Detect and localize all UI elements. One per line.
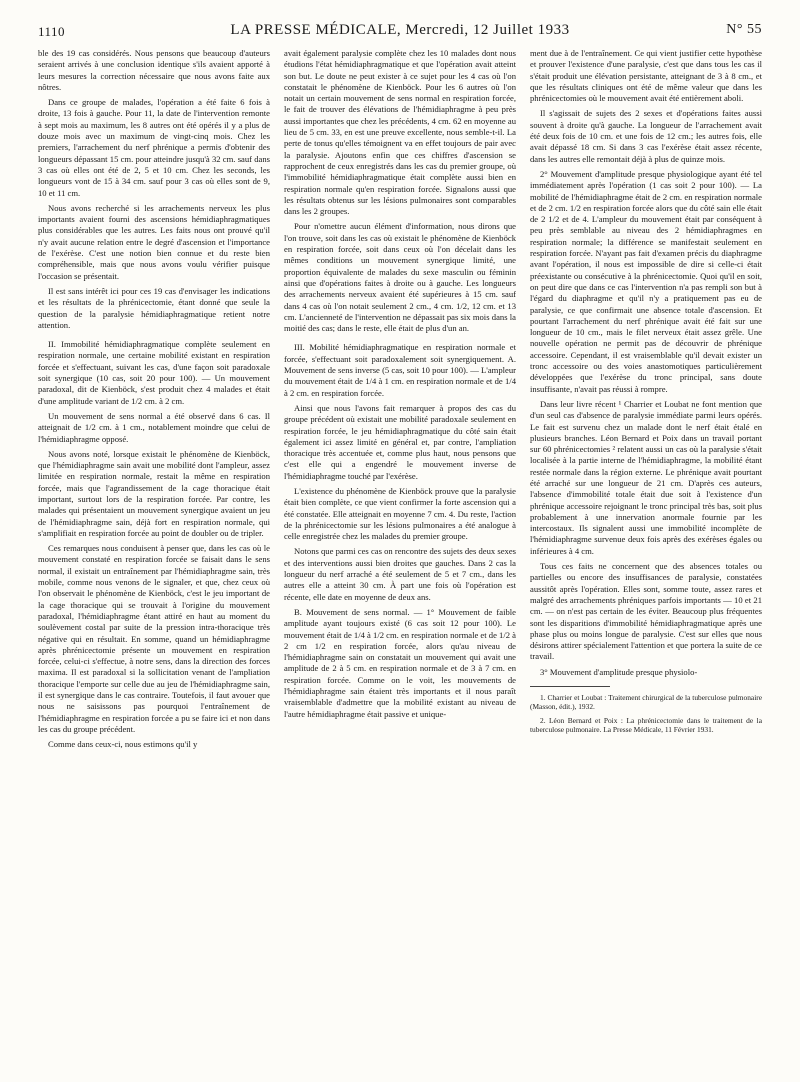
paragraph: Il s'agissait de sujets des 2 sexes et d'opérations faites aussi souvent à droite qu'à gauche. La longueur de l'arrachement avait été deux fois de 10 cm. et une fois de 12 cm.; les autres fois, elle avait dépassé 18 cm. Si dans 3 cas l'exérèse était assez récente, dans les autres elle remontait déjà à plus de quinze mois. xyxy=(530,108,762,164)
paragraph: II. Immobilité hémidiaphragmatique complète seulement en respiration normale, une certaine mobilité existant en respiration forcée et s'effectuant, suivant les cas, d'une façon soit paradoxale soit synergique (10 cas, soit 20 pour 100). — Un mouvement paradoxal, dit de Kienböck, s'est produit chez 4 malades et était d'une amplitude variant de 1/2 cm. à 2 cm. xyxy=(38,339,270,406)
paragraph: III. Mobilité hémidiaphragmatique en respiration normale et forcée, s'effectuant soit paradoxalement soit synergiquement. A. Mouvement de sens inverse (5 cas, soit 10 pour 100). — L'ampleur du mouvement était de 1/4 à 1 cm. en respiration normale et de 1/4 à 2 cm. en respiration forcée. xyxy=(284,342,516,398)
paragraph: 2° Mouvement d'amplitude presque physiologique ayant été tel immédiatement après l'opération (1 cas soit 2 pour 100). — La mobilité de l'hémidiaphragme était de 2 cm. en respiration normale et de 2 cm. 1/2 en respiration forcée alors que du côté sain elle était de 2 1/2 et de 4. L'ampleur du mouvement était par conséquent à peu près semblable au niveau des 2 hémidiaphragmes en respiration normale; la différence se manifestait seulement en respiration forcée. N'ayant pas fait d'examen précis du diaphragme avant l'opération, il nous est impossible de dire si celle-ci était préexistante ou consécutive à la phrénicectomie. Quoi qu'il en soit, on peut dire que dans ce cas l'intervention n'a pas rempli son but à l'égard du diaphragme et qu'il n'y a pratiquement pas eu de paralysie, ce que confirmait une absence totale d'ascension. Et pourtant l'arrachement du nerf phrénique avait été fait sur une longueur de 10 cm., mais le filet nerveux était assez grêle. Une nouvelle opération ne permit pas de découvrir de phrénique accessoire. Cependant, il est vraisemblable qu'il devait exister un tronc accessoire ou des voies anastomotiques particulièrement développées que l'exérèse du tronc principal, sans doute insuffisante, n'avait pas réussi à rompre. xyxy=(530,168,762,394)
paragraph: Un mouvement de sens normal a été observé dans 6 cas. Il atteignait de 1/2 cm. à 1 cm., notablement moindre que celui de l'hémidiaphragme opposé. xyxy=(38,410,270,444)
column-1 xyxy=(38,48,270,1058)
paragraph: Notons que parmi ces cas on rencontre des sujets des deux sexes et des interventions aussi bien droites que gauches. Dans 2 cas la longueur du nerf arraché a été seulement de 5 et 7 cm., dans les autres elle a atteint 30 cm. À part une fois où l'opération est récente, elle date en moyenne de deux ans. xyxy=(284,546,516,602)
paragraph: 3° Mouvement d'amplitude presque physiolo- xyxy=(540,666,698,677)
paragraph: B. Mouvement de sens normal. — 1° Mouvement de faible amplitude ayant toujours existé (6 cas soit 12 pour 100). Le mouvement était de 1/4 à 1/2 cm. en respiration normale et de 1/2 à 2 cm 1/2 en respiration forcée, alors qu'au niveau de l'hémidiaphragme sain on constatait un mouvement qui avait une amplitude de 2 à 5 cm. en respiration normale et de 3 à 7 cm. en respiration forcée. Comme on le voit, les mouvements de l'hémidiaphragme sain étaient très importants et il nous paraît vraisemblable d'admettre que la mobilité existant au niveau de l'autre hémidiaphragme était passive et unique- xyxy=(284,606,516,719)
paragraph: Ainsi que nous l'avons fait remarquer à propos des cas du groupe précédent où existait une mobilité paradoxale seulement en respiration forcée, le jeu hémidiaphragmatique du côté sain était également ici assez limité en général et, par contre, l'ampliation thoracique très accentuée et, comme plus haut, nous pensons que c'est elle qui a engendré le mouvement inverse de l'hémidiaphragme touché par l'exérèse. xyxy=(284,402,516,481)
column-2 xyxy=(284,48,516,1058)
page-number: 1110 xyxy=(38,24,66,39)
paragraph: ble des 19 cas considérés. Nous pensons que beaucoup d'auteurs seraient arrivés à une conclusion identique s'ils avaient apporté à leurs mesures la correction nécessaire que nous avons faite aux nôtres. xyxy=(38,48,270,92)
footnote-separator xyxy=(530,686,610,687)
paragraph: Nous avons noté, lorsque existait le phénomène de Kienböck, que l'hémidiaphragme sain avait une mobilité dont l'ampleur, assez limitée en respiration normale, restait la même en respiration forcée, mais que l'agrandissement de la cage thoracique était important, surtout lors de la respiration forcée. Par contre, les malades qui présentaient un mouvement synergique avaient un jeu de l'hémidiaphragme sain, déjà fort en respiration normale, qui s'amplifiait en respiration forcée au point de doubler ou de tripler. xyxy=(38,448,270,538)
paragraph: Il est sans intérêt ici pour ces 19 cas d'envisager les indications et les résultats de la phrénicectomie, étant donné que seule la question de la paralysie hémidiaphragmatique retient notre attention. xyxy=(38,285,270,330)
paragraph: Dans ce groupe de malades, l'opération a été faite 6 fois à droite, 13 fois à gauche. Pour 11, la date de l'intervention remonte à sept mois au maximum, les 8 autres ont été opérés il y a plus de douze mois avec un maximum de vingt-cinq mois. Chez les premiers, l'arrachement du nerf phrénique a permis d'obtenir des longueurs dépassant 15 cm. pour atteindre jusqu'à 32 cm. sauf dans 3 cas où elles ont été de 2, 5 et 10 cm. Chez les seconds, les longueurs vont de 15 à 34 cm. sauf pour 3 cas où elles sont de 9, 10 et 11 cm. xyxy=(38,97,270,198)
paragraph: Pour n'omettre aucun élément d'information, nous dirons que l'on trouve, soit dans les cas où existait le phénomène de Kienböck en respiration forcée, soit dans ceux où l'on décelait dans les mêmes conditions un mouvement synergique limité, une proportion équivalente de malades du sexe masculin ou féminin ainsi que d'opérations faites à droite ou à gauche. Les longueurs des arrachements nerveux avaient été supérieures à 15 cm. sauf dans 4 cas où l'on notait seulement 2 cm., 4 cm. 1/2, 12 cm. et 13 cm. L'ancienneté de l'intervention ne dépassait pas six mois dans la moitié des cas; dans le reste, elle était de plus d'un an. xyxy=(284,221,516,334)
column-3-body xyxy=(530,48,762,678)
footnotes xyxy=(530,693,762,735)
paragraph: Dans leur livre récent ¹ Charrier et Loubat ne font mention que d'un seul cas d'absence de paralysie immédiate parmi leurs opérés. Le fait est survenu chez un malade dont le nerf était étalé en plusieurs branches. Léon Bernard et Poix dans un travail portant sur 60 phrénicectomies ² relatent aussi un cas où la paralysie s'était localisée à la partie interne de l'hémidiaphragme, la mobilité étant restée normale dans la région externe. Le phrénique avait pourtant été arraché sur une longueur de 21 cm. D'après ces auteurs, l'absence d'immobilité totale était due soit à l'existence d'un phrénique accessoire rejoignant le tronc principal très bas, soit plus probablement à une innervation anormale fournie par les intercostaux. Ils signalent aussi une immobilité incomplète de l'hémidiaphragme survenue deux fois après des exérèses égales ou inférieures à 4 cm. xyxy=(530,398,762,556)
footnote: 1. Charrier et Loubat : Traitement chirurgical de la tuberculose pulmonaire (Masson, édit.), 1932. xyxy=(530,693,762,712)
paragraph: avait également paralysie complète chez les 10 malades dont nous étudions l'état hémidiaphragmatique et que l'opération avait atteint son but. Le doute ne peut exister à ce sujet pour les 4 cas où l'on constatait le phénomène de Kienböck. Pour les 6 autres où l'on notait un certain mouvement de sens normal en respiration forcée, le fait de trouver des élévations de l'hémidiaphragme à peu près aussi importantes que chez les précédents, 4 cm. 62 en moyenne au lieu de 5 cm. 33, en est une preuve excellente, nous semble-t-il. La perte de tonus qu'elles témoignent va en effet toujours de pair avec la paralysie. Ajoutons enfin que ces chiffres d'ascension se rapprochent de ceux enregistrés dans les cas du premier groupe, où l'immobilité hémidiaphragmatique était complète aussi bien en respiration normale qu'en respiration forcée. Signalons aussi que les résultats obtenus sur les lésions pulmonaires sont comparables dans les 2 groupes. xyxy=(284,48,516,217)
paragraph: Nous avons recherché si les arrachements nerveux les plus importants avaient fourni des ascensions hémidiaphragmatiques plus considérables que les autres. Les faits nous ont prouvé qu'il n'y avait aucune relation entre le degré d'ascension et l'importance de l'exérèse. C'est une notion bien connue et du reste bien compréhensible, mais que nous avons voulu vérifier puisque l'occasion se présentait. xyxy=(38,202,270,281)
paragraph: L'existence du phénomène de Kienböck prouve que la paralysie était bien complète, ce que vient confirmer la forte ascension qui a été constatée. Elle atteignait en moyenne 7 cm. 4. Du reste, l'action de la phrénicectomie sur les lésions pulmonaires a été analogue à celle enregistrée chez les malades du premier groupe. xyxy=(284,485,516,542)
column-3 xyxy=(530,48,762,1058)
issue-number: N° 55 xyxy=(726,22,762,37)
paragraph: Comme dans ceux-ci, nous estimons qu'il y xyxy=(48,739,198,750)
article-body xyxy=(38,48,762,1058)
running-header xyxy=(38,22,762,44)
journal-title: LA PRESSE MÉDICALE, Mercredi, 12 Juillet 1933 xyxy=(230,22,570,38)
paragraph: Tous ces faits ne concernent que des absences totales ou partielles ou encore des insuffisances de paralysie, constatées aussitôt après l'opération. Elles sont, somme toute, assez rares et malgré des arrachements phréniques parfois importants — 10 et 21 cm. — on n'est pas certain de les éviter. Beaucoup plus fréquentes sont les disparitions d'immobilité hémidiaphragmatique après une phase plus ou moins longue de paralysie. C'est sur elles que nous désirons attirer spécialement l'attention et que portera la suite de ce travail. xyxy=(530,561,762,662)
paragraph: Ces remarques nous conduisent à penser que, dans les cas où le mouvement constaté en respiration forcée se faisait dans le sens normal, il existait un entraînement par l'hémidiaphragme sain, très mobile, comme nous venons de le signaler, et que, chez ceux où l'on observait le phénomène de Kienböck, c'est le jeu important de la cage thoracique qui se trouvait à l'origine du mouvement paradoxal, l'hémidiaphragme étant attiré en haut au moment du soulèvement costal par suite de la pression intra-thoracique très négative qui en résultait. En somme, quand un hémidiaphragme après phrénicectomie présente un mouvement en respiration forcée, celui-ci s'effectue, à notre sens, dans la direction des forces maxima. Il est paradoxal si la sollicitation venant de l'ampliation thoracique l'emporte sur celle due au jeu de l'hémidiaphragme sain, il est synergique dans le cas contraire. Toutefois, il faut avouer que nous ne saisissons pas pourquoi l'entraînement de l'hémidiaphragme en respiration forcée a pu se faire ici et non dans les cas du groupe précédent. xyxy=(38,543,270,734)
footnote: 2. Léon Bernard et Poix : La phrénicectomie dans le traitement de la tuberculose pulmonaire. La Presse Médicale, 11 Février 1931. xyxy=(530,715,762,735)
paragraph: ment due à de l'entraînement. Ce qui vient justifier cette hypothèse et prouver l'existence d'une paralysie, c'est que dans tous les cas il s'était produit une élévation persistante, atteignant de 3 à 8 cm., et que les résultats cliniques ont été de même valeur que dans les phrénicectomies où le mouvement avait été entièrement aboli. xyxy=(530,48,762,104)
